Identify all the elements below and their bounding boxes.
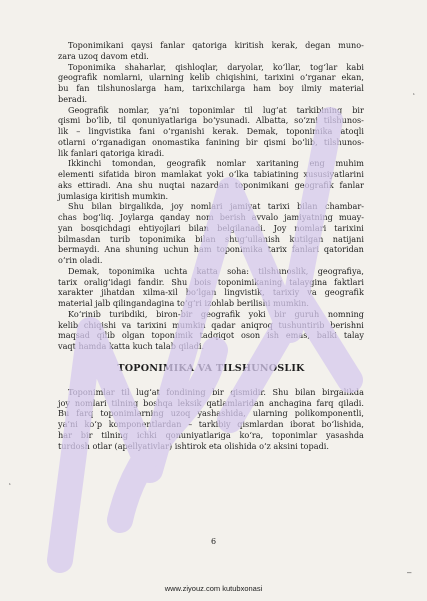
- text-line: bilmasdan turib toponimika bilan shug‘ullanish kutilgan natijani: [58, 233, 364, 244]
- text-line: tarix oralig‘idagi fandir. Shu bois toponimikaning talaygina faktlari: [58, 276, 364, 287]
- text-line: joy nomlari tilning boshqa leksik qatlamlaridan anchagina farq qiladi.: [58, 397, 364, 408]
- page-number: 6: [210, 537, 217, 546]
- text-line: Shu bilan birgalikda, joy nomlari jamiyat tarixi bilan chambar-: [68, 201, 364, 212]
- margin-mark-left-bottom: ‘: [9, 482, 11, 491]
- text-line: kelib chiqishi va tarixini mumkin qadar aniqroq tushuntirib berishni: [58, 319, 364, 330]
- text-line: bu fan tilshunoslarga ham, tarixchilarga ham boy ilmiy material: [58, 83, 364, 93]
- text-line: elementi sifatida biron mamlakat yoki o‘lka tabiatining xususiyatlarini: [58, 169, 364, 179]
- paragraph: [58, 62, 364, 105]
- text-line: bermaydi. Ana shuning uchun ham toponimika tarix fanlari qatoridan: [58, 244, 364, 255]
- text-line: otlarni o‘rganadigan onomastika fanining bir qismi bo‘lib, tilshunos-: [58, 136, 364, 147]
- paragraph: [58, 309, 364, 352]
- text-line: Bu farq toponimlarning uzoq yashashida, ularning polikomponentli,: [58, 408, 364, 419]
- paragraph: [58, 201, 364, 266]
- text-line: lik – lingvistika fani o‘rganishi kerak. Demak, toponimika atoqli: [58, 126, 364, 136]
- margin-mark-right-top: ‘: [413, 92, 415, 101]
- text-line: Demak, toponimika uchta katta soha: tilshunoslik, geografiya,: [68, 265, 364, 276]
- text-line: yan bosqichdagi ehtiyojlari bilan belgilanadi. Joy nomlari tarixini: [58, 222, 364, 233]
- margin-mark-right-bottom: –: [407, 568, 412, 577]
- text-line: zara uzoq davom etdi.: [58, 50, 149, 61]
- text-line: vaqt hamda katta kuch talab qiladi.: [58, 341, 205, 351]
- text-line: lik fanlari qatoriga kiradi.: [58, 147, 165, 158]
- text-line: o‘rin oladi.: [58, 255, 103, 265]
- text-line: geografik nomlarni, ularning kelib chiqishini, tarixini o‘rganar ekan,: [58, 72, 364, 83]
- text-line: aks ettiradi. Ana shu nuqtai nazardan toponimikani geografik fanlar: [58, 179, 364, 190]
- paragraph: [58, 105, 364, 159]
- text-line: Toponimika shaharlar, qishloqlar, daryolar, ko‘llar, tog‘lar kabi: [68, 61, 364, 72]
- text-line: jumlasiga kiritish mumkin.: [58, 190, 169, 201]
- section-heading: TOPONIMIKA VA TILSHUNOSLIK: [117, 362, 305, 374]
- text-line: Toponimlar til lug‘at fondining bir qismidir. Shu bilan birgalikda: [68, 386, 364, 397]
- paragraph: [58, 266, 364, 309]
- text-line: har bir tilning ichki qonuniyatlariga ko‘ra, toponimlar yasashda: [58, 429, 364, 440]
- text-line: Toponimikani qaysi fanlar qatoriga kiritish kerak, degan muno-: [68, 40, 364, 50]
- paragraph: [58, 40, 364, 62]
- footer-url[interactable]: www.ziyouz.com kutubxonasi: [164, 584, 263, 593]
- text-line: qismi bo‘lib, til qonuniyatlariga bo‘ysunadi. Albatta, so‘zni tilshunos-: [58, 115, 364, 126]
- text-line: chas bog‘liq. Joylarga qanday nom berish avvalo jamiyatning muay-: [58, 212, 364, 222]
- body-text: [58, 40, 364, 451]
- text-line: Ikkinchi tomondan, geografik nomlar xaritaning eng muhim: [68, 158, 364, 169]
- text-line: ya’ni ko‘p komponentlardan – tarkibiy qismlardan iborat bo‘lishida,: [58, 419, 364, 429]
- text-line: Geografik nomlar, ya’ni toponimlar til lug‘at tarkibining bir: [68, 104, 364, 115]
- text-line: turdosh otlar (apellyativlar) ishtirok eta olishida o‘z aksini topadi.: [58, 440, 329, 451]
- text-line: xarakter jihatdan xilma-xil bo‘lgan lingvistik, tarixiy va geografik: [58, 287, 364, 298]
- text-line: Ko‘rinib turibdiki, biron-bir geografik yoki bir guruh nomning: [68, 308, 364, 319]
- paragraph: [58, 158, 364, 201]
- paragraph: [58, 387, 364, 452]
- text-line: material jalb qilingandagina to‘g‘ri izohlab berilishi mumkin.: [58, 298, 309, 308]
- text-line: maqsad qilib olgan toponimik tadqiqot oson ish emas, balki talay: [58, 330, 364, 341]
- text-line: beradi.: [58, 93, 88, 104]
